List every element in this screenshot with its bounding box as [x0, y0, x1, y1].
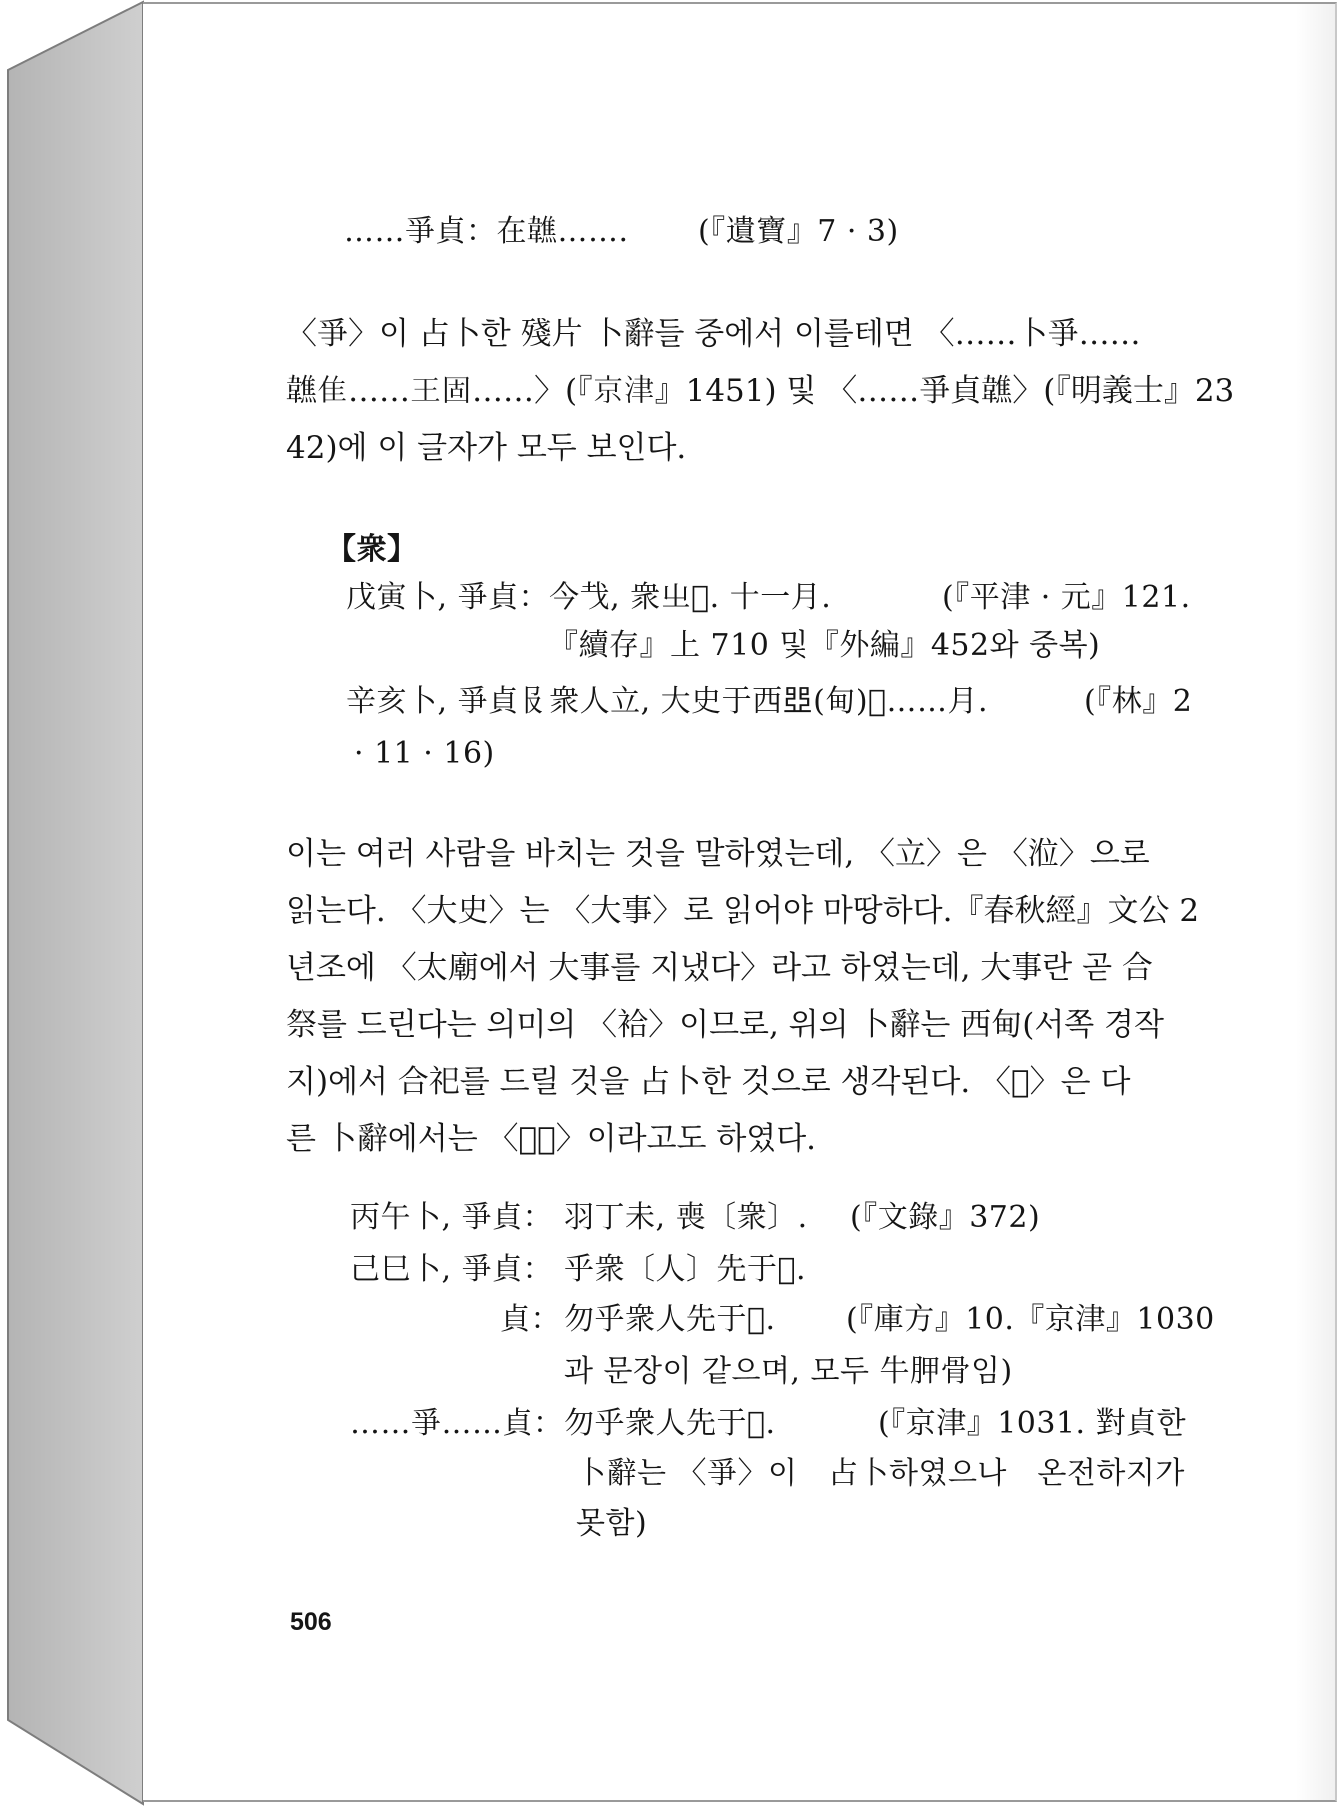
paragraph-2-line: 祭를 드린다는 의미의 〈袷〉이므로, 위의 卜辭는 西甸(서쪽 경작 — [286, 1007, 1164, 1043]
paragraph-1-line: 42)에 이 글자가 모두 보인다. — [286, 430, 687, 466]
paragraph-1 — [286, 306, 1234, 477]
inscription-2: 辛亥卜, 爭貞𠬝衆人立, 大史于西𠁁(甸)𢼸……月. — [346, 684, 989, 719]
paragraph-2-line: 지)에서 合祀를 드릴 것을 占卜한 것으로 생각된다. 〈𢼸〉은 다 — [286, 1064, 1131, 1100]
inscription-6-note: 卜辭는 〈爭〉이 占卜하였으나 온전하지가 — [576, 1456, 1185, 1491]
inscription-6-note: 못함) — [576, 1506, 648, 1541]
inscription-1-source: (『平津 · 元』121. — [942, 580, 1191, 615]
inscription-5-note: 과 문장이 같으며, 모두 牛胛骨임) — [564, 1354, 1013, 1389]
inscription-4-text: 乎衆〔人〕先于𨛜. — [564, 1252, 807, 1287]
inscription-2-source-cont: · 11 · 16) — [354, 736, 495, 771]
paragraph-1-line: 𩏢隹……王固……〉(『京津』1451) 및 〈……爭貞𩏢〉(『明義士』23 — [286, 373, 1235, 409]
inscription-2-source: (『林』2 — [1084, 684, 1193, 719]
inscription-1-note: 『續存』上 710 및『外編』452와 중복) — [548, 628, 1101, 663]
section-heading: 【衆】 — [326, 532, 418, 567]
inscription-6-prefix: ……爭……貞： — [350, 1406, 564, 1441]
inscription-top: ……爭貞：在𩏢……. — [344, 214, 629, 249]
paragraph-2 — [286, 826, 1199, 1168]
inscription-4-prefix: 己巳卜, 爭貞： — [350, 1252, 554, 1287]
paragraph-1-line: 〈爭〉이 占卜한 殘片 卜辭들 중에서 이를테면 〈……卜爭…… — [286, 316, 1141, 352]
inscription-5-prefix: 貞： — [500, 1302, 561, 1337]
inscription-5-text: 勿乎衆人先于𨛜. — [564, 1302, 776, 1337]
paragraph-2-line: 이는 여러 사람을 바치는 것을 말하였는데, 〈立〉은 〈涖〉으로 — [286, 836, 1150, 872]
inscription-6-text: 勿乎衆人先于𨛜. — [564, 1406, 776, 1441]
page-number: 506 — [290, 1608, 332, 1636]
paragraph-2-line: 른 卜辭에서는 〈𢼸伯〉이라고도 하였다. — [286, 1121, 817, 1157]
paragraph-2-line: 읽는다. 〈大史〉는 〈大事〉로 읽어야 마땅하다.『春秋經』文公 2 — [286, 893, 1200, 929]
inscription-1: 戊寅卜, 爭貞：今𢦏, 衆㞢𤰔. 十一月. — [346, 580, 832, 615]
inscription-3-text: 羽丁未, 喪〔衆〕. — [564, 1200, 808, 1235]
inscription-3-prefix: 丙午卜, 爭貞： — [350, 1200, 554, 1235]
inscription-top-source: (『遺寶』7 · 3) — [698, 214, 899, 249]
inscription-3-source: (『文錄』372) — [850, 1200, 1041, 1235]
inscription-5-source: (『庫方』10.『京津』1030 — [846, 1302, 1215, 1337]
paragraph-2-line: 년조에 〈太廟에서 大事를 지냈다〉라고 하였는데, 大事란 곧 合 — [286, 950, 1153, 986]
inscription-6-source: (『京津』1031. 對貞한 — [878, 1406, 1187, 1441]
page-edge-shadow — [1295, 4, 1335, 1800]
